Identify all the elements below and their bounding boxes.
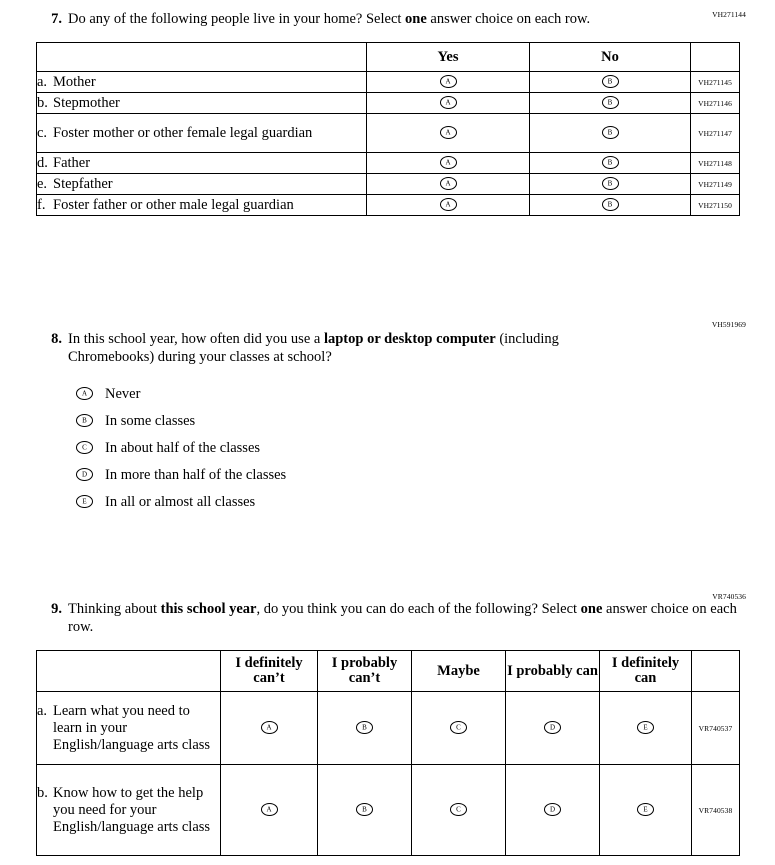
radio-bubble[interactable] (261, 721, 278, 734)
question-7-number: 7. (51, 11, 62, 27)
question-9-table (36, 650, 740, 856)
option-label: In all or almost all classes (105, 493, 256, 510)
bubble-glyph: B (362, 805, 367, 814)
item-code-q9: VR740536 (712, 592, 746, 601)
q7-text-part-1: Do any of the following people live in your home? Select (68, 11, 406, 27)
item-code: VH271147 (698, 129, 732, 138)
radio-d-yes[interactable] (367, 153, 530, 174)
question-block-7 (36, 10, 746, 216)
bubble-glyph: E (82, 497, 87, 505)
bubble-glyph: A (445, 128, 451, 137)
option-label: In some classes (105, 412, 196, 429)
table-header-row (37, 651, 740, 692)
header-blank-left (37, 651, 221, 692)
row-label-f (37, 195, 367, 216)
q9-text-part-5: answer choice on each row. (68, 601, 737, 635)
radio-bubble[interactable] (261, 803, 278, 816)
row-text-d: Father (53, 154, 91, 171)
row-label-e (37, 174, 367, 195)
q8-text-part-1: In this school year, how often did you use a (68, 331, 324, 347)
radio-b-no[interactable] (530, 93, 691, 114)
q8-text-part-3: (including Chromebooks) during your classes at school? (68, 331, 559, 365)
bubble-glyph: A (445, 77, 451, 86)
row-label-b (37, 765, 221, 856)
item-code-q7: VH271144 (712, 10, 746, 19)
radio-a-maybe[interactable] (412, 692, 506, 765)
radio-bubble[interactable] (602, 96, 619, 109)
item-code: VH271146 (698, 99, 732, 108)
row-letter-f: f. (37, 196, 46, 213)
row-text-b: Know how to get the help you need for your English/language arts class (53, 784, 211, 835)
header-no: No (530, 43, 691, 72)
radio-c-yes[interactable] (367, 114, 530, 153)
radio-bubble[interactable] (602, 156, 619, 169)
radio-bubble[interactable] (637, 721, 654, 734)
radio-bubble[interactable] (440, 177, 457, 190)
row-letter-c: c. (37, 124, 48, 141)
row-code-b (692, 765, 740, 856)
header-maybe: Maybe (412, 651, 506, 692)
radio-bubble[interactable] (602, 75, 619, 88)
row-text-c: Foster mother or other female legal guardian (53, 124, 313, 141)
q8-text-part-2: laptop or desktop computer (323, 331, 496, 347)
item-code: VR740537 (698, 724, 733, 733)
row-label-b (37, 93, 367, 114)
header-probably-can: I probably can (506, 651, 600, 692)
row-code-c (691, 114, 740, 153)
question-8-options (76, 380, 746, 515)
radio-bubble[interactable] (602, 126, 619, 139)
radio-bubble[interactable] (76, 468, 93, 481)
row-code-b (691, 93, 740, 114)
radio-bubble[interactable] (440, 96, 457, 109)
radio-a-probably-cant[interactable] (318, 692, 412, 765)
table-row (37, 174, 740, 195)
row-text-e: Stepfather (53, 175, 113, 192)
header-probably-cant: I probably can’t (318, 651, 412, 692)
q7-text-part-3: answer choice on each row. (426, 11, 591, 27)
bubble-glyph: B (82, 416, 87, 424)
row-text-f: Foster father or other male legal guardian (53, 196, 294, 213)
bubble-glyph: E (643, 805, 648, 814)
radio-bubble[interactable] (356, 803, 373, 816)
row-code-d (691, 153, 740, 174)
row-label-d (37, 153, 367, 174)
option-label: In more than half of the classes (105, 466, 287, 483)
radio-bubble[interactable] (356, 721, 373, 734)
question-8-number: 8. (51, 331, 62, 347)
radio-bubble[interactable] (440, 156, 457, 169)
radio-b-maybe[interactable] (412, 765, 506, 856)
bubble-glyph: A (445, 179, 451, 188)
question-9-heading (36, 600, 746, 636)
header-blank-left (37, 43, 367, 72)
table-header-row (37, 43, 740, 72)
question-7-text (68, 10, 746, 28)
question-8-heading (36, 330, 746, 366)
bubble-glyph: D (81, 470, 88, 478)
question-7-heading (36, 10, 746, 28)
radio-f-yes[interactable] (367, 195, 530, 216)
question-8-text (68, 330, 638, 366)
header-blank-right (691, 43, 740, 72)
row-text-b: Stepmother (53, 94, 120, 111)
bubble-glyph: C (456, 805, 461, 814)
row-label-c (37, 114, 367, 153)
q7-text-part-2: one (405, 11, 427, 27)
row-text-a: Learn what you need to learn in your English/language arts class (53, 702, 211, 753)
bubble-glyph: A (445, 200, 451, 209)
row-code-e (691, 174, 740, 195)
radio-bubble[interactable] (602, 198, 619, 211)
bubble-glyph: E (643, 723, 648, 732)
radio-a-probably-can[interactable] (506, 692, 600, 765)
header-definitely-can: I definitely can (600, 651, 692, 692)
radio-bubble[interactable] (440, 198, 457, 211)
row-letter-a: a. (37, 73, 48, 90)
table-row (37, 114, 740, 153)
row-code-a (691, 72, 740, 93)
radio-a-definitely-can[interactable] (600, 692, 692, 765)
table-row (37, 72, 740, 93)
question-9-text (68, 600, 746, 636)
bubble-glyph: B (607, 179, 613, 188)
radio-e-yes[interactable] (367, 174, 530, 195)
bubble-glyph: B (607, 77, 613, 86)
table-row (37, 765, 740, 856)
radio-bubble[interactable] (76, 414, 93, 427)
radio-bubble[interactable] (76, 387, 93, 400)
option-about-half[interactable] (76, 434, 746, 461)
radio-bubble[interactable] (450, 803, 467, 816)
question-block-8 (36, 320, 746, 515)
radio-d-no[interactable] (530, 153, 691, 174)
radio-bubble[interactable] (440, 75, 457, 88)
header-yes: Yes (367, 43, 530, 72)
radio-a-definitely-cant[interactable] (221, 692, 318, 765)
question-9-number: 9. (51, 601, 62, 617)
item-code: VH271148 (698, 159, 732, 168)
row-letter-d: d. (37, 154, 48, 171)
q9-text-part-3: , do you think you can do each of the following? Select (256, 601, 581, 617)
bubble-glyph: B (607, 200, 613, 209)
header-definitely-cant: I definitely can’t (221, 651, 318, 692)
table-row (37, 153, 740, 174)
option-in-some-classes[interactable] (76, 407, 746, 434)
radio-f-no[interactable] (530, 195, 691, 216)
item-code: VH271149 (698, 180, 732, 189)
radio-a-yes[interactable] (367, 72, 530, 93)
question-7-table (36, 42, 740, 216)
bubble-glyph: A (445, 158, 451, 167)
item-code: VH271150 (698, 201, 732, 210)
header-blank-right (692, 651, 740, 692)
radio-b-definitely-can[interactable] (600, 765, 692, 856)
row-code-a (692, 692, 740, 765)
table-row (37, 692, 740, 765)
radio-b-yes[interactable] (367, 93, 530, 114)
item-code: VH271145 (698, 78, 732, 87)
bubble-glyph: A (445, 98, 451, 107)
q9-text-part-2: this school year (160, 601, 257, 617)
row-letter-b: b. (37, 784, 48, 801)
bubble-glyph: A (266, 723, 272, 732)
radio-bubble[interactable] (637, 803, 654, 816)
bubble-glyph: A (266, 805, 272, 814)
bubble-glyph: B (607, 128, 613, 137)
option-all-or-almost-all[interactable] (76, 488, 746, 515)
radio-bubble[interactable] (602, 177, 619, 190)
row-code-f (691, 195, 740, 216)
radio-bubble[interactable] (76, 495, 93, 508)
bubble-glyph: D (549, 805, 556, 814)
bubble-glyph: D (549, 723, 556, 732)
radio-c-no[interactable] (530, 114, 691, 153)
item-code: VR740538 (698, 806, 733, 815)
radio-e-no[interactable] (530, 174, 691, 195)
q9-text-part-4: one (580, 601, 603, 617)
row-text-a: Mother (53, 73, 96, 90)
row-letter-e: e. (37, 175, 48, 192)
radio-bubble[interactable] (76, 441, 93, 454)
radio-b-probably-cant[interactable] (318, 765, 412, 856)
option-label: Never (105, 385, 141, 402)
radio-bubble[interactable] (440, 126, 457, 139)
radio-bubble[interactable] (544, 721, 561, 734)
bubble-glyph: B (607, 158, 613, 167)
option-never[interactable] (76, 380, 746, 407)
bubble-glyph: B (362, 723, 367, 732)
table-row (37, 195, 740, 216)
bubble-glyph: A (81, 389, 88, 397)
radio-bubble[interactable] (544, 803, 561, 816)
q9-text-part-1: Thinking about (68, 601, 161, 617)
item-code-q8: VH591969 (711, 320, 746, 329)
row-label-a (37, 692, 221, 765)
radio-bubble[interactable] (450, 721, 467, 734)
option-more-than-half[interactable] (76, 461, 746, 488)
row-label-a (37, 72, 367, 93)
question-block-9 (36, 592, 746, 856)
table-row (37, 93, 740, 114)
radio-b-probably-can[interactable] (506, 765, 600, 856)
bubble-glyph: C (456, 723, 461, 732)
row-letter-a: a. (37, 702, 48, 719)
radio-a-no[interactable] (530, 72, 691, 93)
row-letter-b: b. (37, 94, 48, 111)
bubble-glyph: C (82, 443, 87, 451)
bubble-glyph: B (607, 98, 613, 107)
option-label: In about half of the classes (105, 439, 261, 456)
radio-b-definitely-cant[interactable] (221, 765, 318, 856)
